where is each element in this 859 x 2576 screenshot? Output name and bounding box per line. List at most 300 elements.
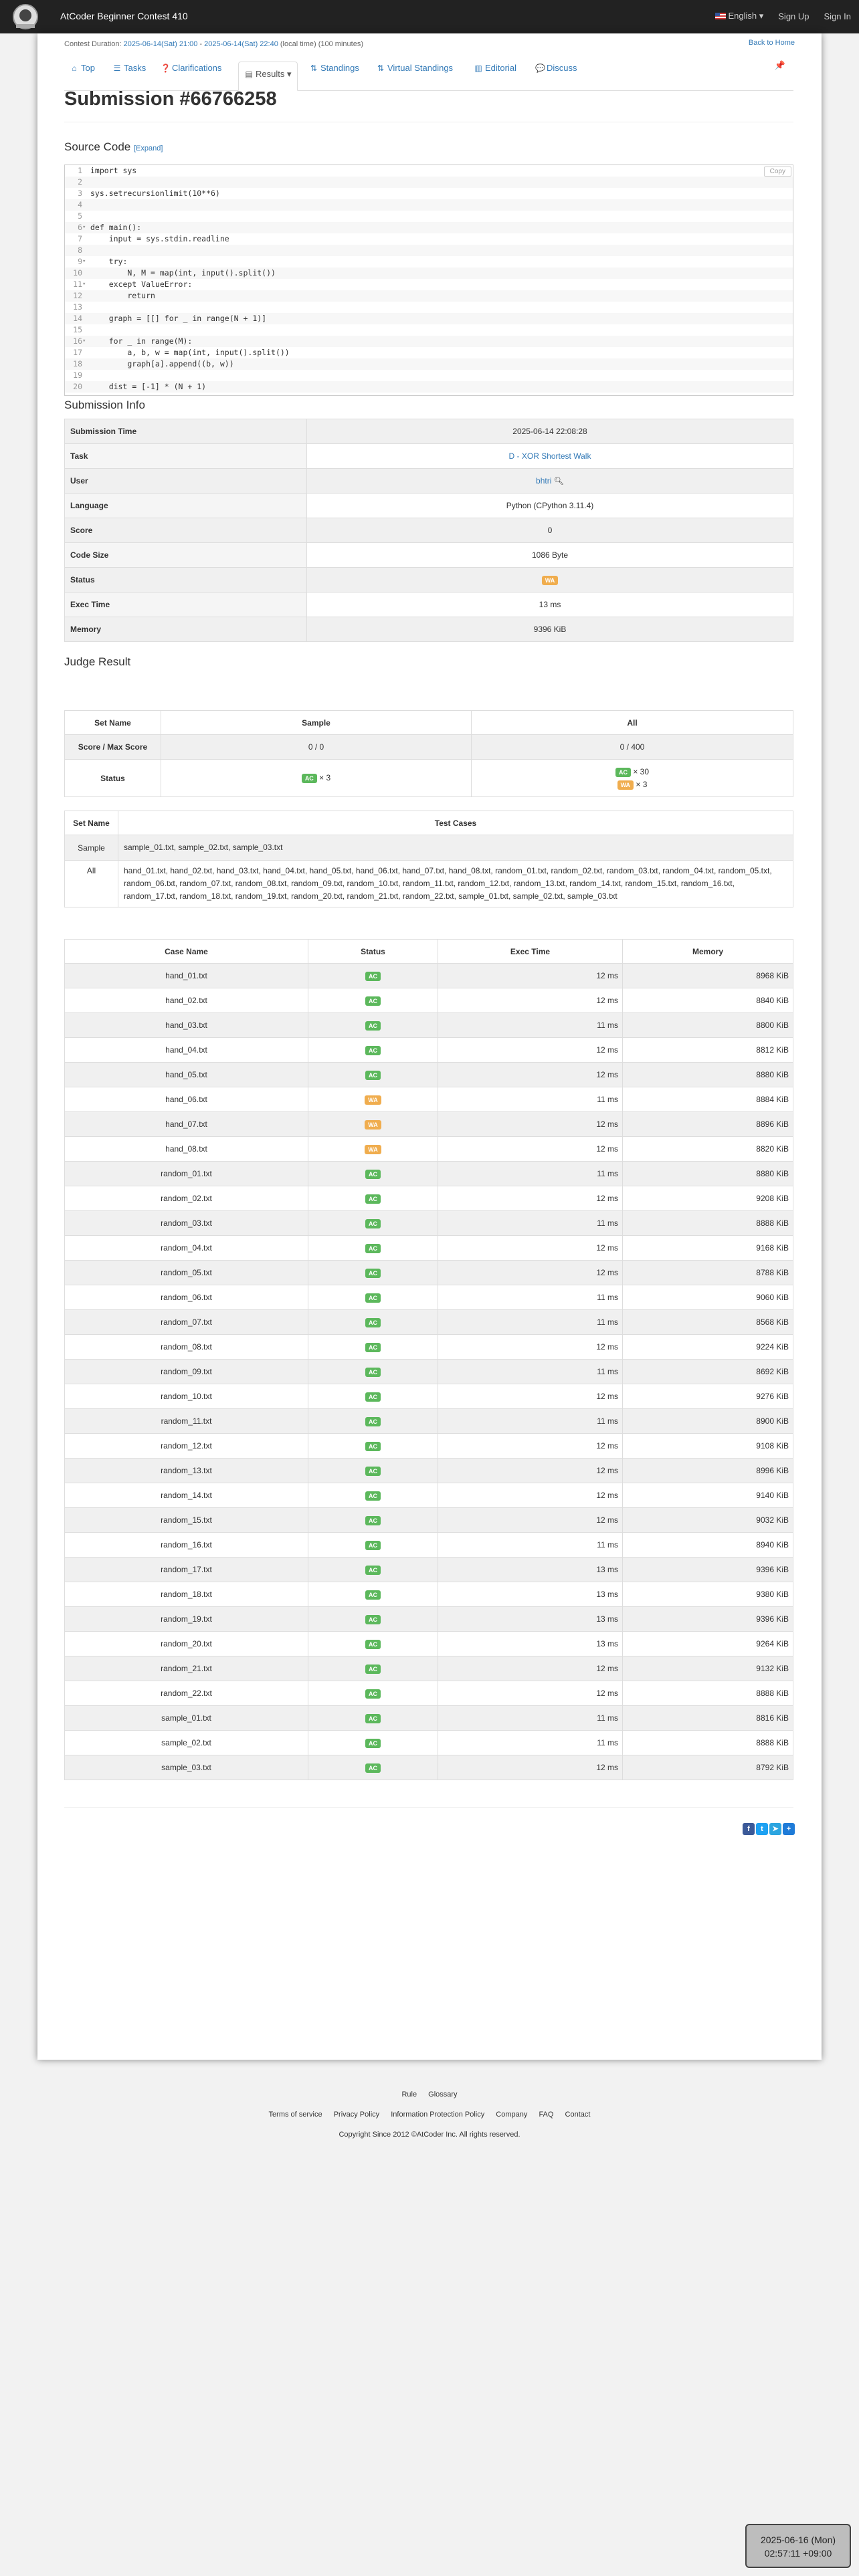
table-row [65,1013,793,1038]
comment-icon: 💬 [535,64,545,73]
top-navbar [0,0,859,33]
case-name: hand_07.txt [65,1112,308,1137]
tab-virtual-standings[interactable]: ⇅ Virtual Standings [376,56,453,80]
memory: 8940 KiB [623,1533,793,1558]
code-text: dist = [-1] * (N + 1) [90,382,207,391]
table-row [65,1038,793,1063]
memory: 8788 KiB [623,1261,793,1285]
code-line [65,279,793,290]
code-size-value: 1086 Byte [531,550,569,560]
table-row: Score / Max Score 0 / 0 0 / 400 [65,735,793,760]
case-name: random_18.txt [65,1582,308,1607]
case-name: random_15.txt [65,1508,308,1533]
copy-button[interactable]: Copy [764,167,791,177]
status-badge: WA [365,1120,381,1130]
case-name: hand_03.txt [65,1013,308,1038]
case-name: random_03.txt [65,1211,308,1236]
line-number: 6 [78,223,82,232]
status-badge: AC [365,972,381,981]
table-row: Exec Time 13 ms [65,593,793,617]
status-badge: WA [542,576,559,585]
table-row [65,1409,793,1434]
facebook-icon[interactable]: f [743,1823,755,1835]
fold-toggle-icon[interactable]: ▾ [82,338,86,344]
table-row [65,1384,793,1409]
code-line [65,381,793,393]
sort-icon: ⇅ [377,64,385,73]
status-badge: AC [365,1392,381,1402]
exec-time: 12 ms [438,1335,623,1360]
exec-time: 12 ms [438,1112,623,1137]
code-line [65,233,793,245]
exec-time: 12 ms [438,1483,623,1508]
language-value: Python (CPython 3.11.4) [506,501,594,510]
status-badge: AC [365,1368,381,1377]
line-number: 13 [73,302,82,312]
status-badge: AC [302,774,317,783]
user-link[interactable]: bhtri [536,476,552,486]
line-number: 10 [73,268,82,278]
memory: 8792 KiB [623,1755,793,1780]
uk-flag-icon [715,13,726,19]
code-text: N, M = map(int, input().split()) [90,268,276,278]
contest-end-link[interactable]: 2025-06-14(Sat) 22:40 [204,40,278,48]
table-row [65,1508,793,1533]
table-row: User bhtri 🔍︎ [65,469,793,494]
memory: 9396 KiB [623,1607,793,1632]
status-badge: AC [365,1467,381,1476]
tab-tasks[interactable]: ☰ Tasks [112,56,146,80]
status-badge: AC [365,1194,381,1204]
telegram-icon[interactable]: ➤ [769,1823,781,1835]
code-line [65,347,793,358]
table-row: Status AC × 3 AC × 30 WA × 3 [65,760,793,797]
contest-nav-tabs [64,53,793,91]
line-number: 9 [78,257,82,266]
memory: 9208 KiB [623,1186,793,1211]
status-badge: AC [365,996,381,1006]
fixed-clock: 2025-06-16 (Mon) 02:57:11 +09:00 [745,2524,851,2568]
case-name: random_09.txt [65,1360,308,1384]
judge-result-table: Set Name Sample All Score / Max Score 0 / 0 0 / 400 Status AC × 3 AC × 30 WA × 3 [64,710,793,797]
exec-time: 12 ms [438,1137,623,1162]
code-line [65,358,793,370]
fold-toggle-icon[interactable]: ▾ [82,258,86,265]
code-text: a, b, w = map(int, input().split()) [90,348,290,357]
code-text: sys.setrecursionlimit(10**6) [90,189,220,198]
status-badge: AC [365,1318,381,1327]
contest-duration: Contest Duration: 2025-06-14(Sat) 21:00 - 2025-06-14(Sat) 22:40 (local time) (100 minutes) [64,40,363,48]
memory: 8816 KiB [623,1706,793,1731]
exec-time: 12 ms [438,1508,623,1533]
exec-time: 12 ms [438,1656,623,1681]
footer-links-secondary [0,2111,859,2119]
memory: 8896 KiB [623,1112,793,1137]
line-number: 20 [73,382,82,391]
exec-time: 11 ms [438,1706,623,1731]
memory: 8880 KiB [623,1162,793,1186]
code-line [65,199,793,211]
status-badge: AC [365,1343,381,1352]
table-row [65,1582,793,1607]
exec-time: 11 ms [438,1285,623,1310]
table-row [65,1533,793,1558]
exec-time: 12 ms [438,988,623,1013]
code-text: def main(): [90,223,142,232]
tab-top[interactable]: ⌂ Top [70,56,95,80]
code-line [65,188,793,199]
code-text: return [90,291,155,300]
table-row [65,1310,793,1335]
contact-link[interactable]: Contact [565,2111,591,2119]
exec-time: 13 ms [438,1607,623,1632]
table-row [65,1558,793,1582]
table-row [65,1335,793,1360]
line-number: 15 [73,325,82,334]
test-cases-table: Case Name Status Exec Time Memory hand_01.txt AC 12 ms 8968 KiB hand_02.txt AC 12 ms 8840 KiB hand_03.txt AC 11 ms 8800 KiB hand_04.txt AC 12 ms 8812 KiB hand_05.txt AC 12 ms 8880 KiB hand_06.txt WA 11 ms 8884 KiB hand_07.txt WA 12 ms 8896 KiB hand_08.txt WA 12 ms 8820 KiB random_01.txt AC 11 ms 8880 KiB random_02.txt AC 12 ms 9208 KiB random_03.txt AC 11 ms 8888 KiB random_04.txt AC 12 ms 9168 KiB random_05.txt AC 12 ms 8788 KiB random_06.txt AC 11 ms 9060 KiB random_07.txt AC 11 ms 8568 KiB random_08.txt AC 12 ms 9224 KiB random_09.txt AC 11 ms 8692 KiB random_10.txt AC 12 ms 9276 KiB random_11.txt AC 11 ms 8900 KiB random_12.txt AC 12 ms 9108 KiB random_13.txt AC 12 ms 8996 KiB random_14.txt AC 12 ms 9140 KiB random_15.txt AC 12 ms 9032 KiB random_16.txt AC 11 ms 8940 KiB random_17.txt AC 13 ms 9396 KiB random_18.txt AC 13 ms 9380 KiB random_19.txt AC 13 ms 9396 KiB random_20.txt AC 13 ms 9264 KiB random_21.txt AC 12 ms 9132 KiB random_22.txt AC 12 ms 8888 KiB sample_01.txt AC 11 ms 8816 KiB sample_02.txt AC 11 ms 8888 KiB sample_03.txt AC 12 ms 8792 KiB [64,939,793,1780]
case-name: hand_06.txt [65,1087,308,1112]
table-row [65,1112,793,1137]
case-name: hand_04.txt [65,1038,308,1063]
memory: 8888 KiB [623,1681,793,1706]
case-name: random_14.txt [65,1483,308,1508]
main-container [37,33,822,2060]
exec-time: 12 ms [438,1434,623,1459]
home-icon: ⌂ [72,64,77,73]
case-name: random_02.txt [65,1186,308,1211]
sign-in-link[interactable]: Sign In [824,11,851,21]
page-title: Submission #66766258 [64,88,277,110]
code-text: graph = [[] for _ in range(N + 1)] [90,314,267,323]
code-line [65,245,793,256]
table-row [65,1755,793,1780]
case-name: random_22.txt [65,1681,308,1706]
line-number: 5 [78,211,82,221]
table-row [65,1162,793,1186]
exec-time: 12 ms [438,1755,623,1780]
test-sets-table: Set Name Test Cases Sample sample_01.txt, sample_02.txt, sample_03.txt All hand_01.txt, hand_02.txt, hand_03.txt, hand_04.txt, hand_05.txt, hand_06.txt, hand_07.txt, hand_08.txt, random_01.txt, random_02.txt, random_03.txt, random_04.txt, random_05.txt, random_06.txt, random_07.txt, random_08.txt, random_09.txt, random_10.txt, random_11.txt, random_12.txt, random_13.txt, random_14.txt, random_15.txt, random_16.txt, random_17.txt, random_18.txt, random_19.txt, random_20.txt, random_21.txt, random_22.txt, sample_01.txt, sample_02.txt, sample_03.txt [64,811,793,907]
exec-time: 11 ms [438,1409,623,1434]
memory: 8568 KiB [623,1310,793,1335]
table-row: Submission Time 2025-06-14 22:08:28 [65,419,793,444]
status-badge: AC [365,1590,381,1600]
memory: 8812 KiB [623,1038,793,1063]
line-number: 3 [78,189,82,198]
exec-time: 11 ms [438,1310,623,1335]
table-row [65,1731,793,1755]
status-badge: AC [365,1516,381,1525]
memory: 9140 KiB [623,1483,793,1508]
line-number: 16 [73,336,82,346]
code-line [65,222,793,233]
memory: 8996 KiB [623,1459,793,1483]
code-line [65,290,793,302]
exec-time: 12 ms [438,1681,623,1706]
memory: 9060 KiB [623,1285,793,1310]
case-name: sample_02.txt [65,1731,308,1755]
info-protection-link[interactable]: Information Protection Policy [391,2111,485,2119]
line-number: 17 [73,348,82,357]
status-badge: AC [365,1071,381,1080]
book-icon: ▥ [474,64,482,73]
case-name: random_08.txt [65,1335,308,1360]
source-code-heading: Source Code [Expand] [64,140,163,153]
fold-toggle-icon[interactable]: ▾ [82,281,86,288]
table-row [65,1186,793,1211]
status-badge: AC [365,1170,381,1179]
divider [64,1807,793,1808]
case-name: random_11.txt [65,1409,308,1434]
case-name: random_06.txt [65,1285,308,1310]
sign-up-link[interactable]: Sign Up [778,11,809,21]
code-line [65,211,793,222]
table-row: Sample sample_01.txt, sample_02.txt, sample_03.txt [65,835,793,861]
code-text: input = sys.stdin.readline [90,234,229,243]
plus-icon[interactable]: + [783,1823,795,1835]
memory: 8900 KiB [623,1409,793,1434]
exec-time: 12 ms [438,1186,623,1211]
case-name: hand_01.txt [65,964,308,988]
atcoder-logo[interactable] [7,3,44,31]
code-line [65,324,793,336]
status-badge: AC [365,1763,381,1773]
case-name: hand_05.txt [65,1063,308,1087]
code-line [65,165,793,177]
memory: 9396 KiB [623,1558,793,1582]
table-row: Code Size 1086 Byte [65,543,793,568]
company-link[interactable]: Company [496,2111,528,2119]
table-row: Status WA [65,568,793,593]
case-name: sample_01.txt [65,1706,308,1731]
status-badge: AC [365,1640,381,1649]
memory: 8888 KiB [623,1731,793,1755]
status-badge: AC [365,1046,381,1055]
line-number: 19 [73,370,82,380]
table-row: Memory 9396 KiB [65,617,793,642]
memory: 9380 KiB [623,1582,793,1607]
status-badge: AC [365,1541,381,1550]
status-badge: AC [365,1566,381,1575]
case-name: random_19.txt [65,1607,308,1632]
case-name: sample_03.txt [65,1755,308,1780]
table-row [65,1483,793,1508]
table-row [65,1261,793,1285]
privacy-link[interactable]: Privacy Policy [333,2111,380,2119]
status-badge: AC [365,1293,381,1303]
case-name: random_10.txt [65,1384,308,1409]
judge-result-heading: Judge Result [64,655,131,668]
exec-time: 11 ms [438,1013,623,1038]
status-badge: AC [615,768,631,777]
exec-time: 11 ms [438,1162,623,1186]
search-icon[interactable]: 🔍︎ [553,476,564,486]
case-name: random_04.txt [65,1236,308,1261]
sort-icon: ⇅ [310,64,318,73]
memory: 9264 KiB [623,1632,793,1656]
code-text: graph[a].append((b, w)) [90,359,234,368]
memory: 9224 KiB [623,1335,793,1360]
table-row [65,1632,793,1656]
contest-start-link[interactable]: 2025-06-14(Sat) 21:00 [123,40,198,48]
exec-time: 13 ms [438,1582,623,1607]
code-line [65,370,793,381]
table-row: Language Python (CPython 3.11.4) [65,494,793,518]
line-number: 11 [73,280,82,289]
table-row [65,1459,793,1483]
table-row: Score 0 [65,518,793,543]
submission-info-heading: Submission Info [64,399,145,411]
code-line [65,302,793,313]
table-row: All hand_01.txt, hand_02.txt, hand_03.txt, hand_04.txt, hand_05.txt, hand_06.txt, hand_07.txt, hand_08.txt, random_01.txt, random_02.txt, random_03.txt, random_04.txt, random_05.txt, random_06.txt, random_07.txt, random_08.txt, random_09.txt, random_10.txt, random_11.txt, random_12.txt, random_13.txt, random_14.txt, random_15.txt, random_16.txt, random_17.txt, random_18.txt, random_19.txt, random_20.txt, random_21.txt, random_22.txt, sample_01.txt, sample_02.txt, sample_03.txt [65,861,793,907]
code-text: import sys [90,166,137,175]
memory: 9032 KiB [623,1508,793,1533]
status-badge: WA [365,1095,381,1105]
table-row [65,1681,793,1706]
exec-time: 13 ms [438,1632,623,1656]
exec-time: 12 ms [438,1261,623,1285]
score-value: 0 [547,526,553,535]
status-badge: AC [365,1689,381,1699]
back-to-home-link[interactable]: Back to Home [748,39,795,47]
code-line [65,267,793,279]
exec-time: 12 ms [438,1063,623,1087]
list-icon: ☰ [113,64,121,73]
memory: 8968 KiB [623,964,793,988]
case-name: random_13.txt [65,1459,308,1483]
line-number: 8 [78,245,82,255]
exec-time: 11 ms [438,1731,623,1755]
table-row [65,1063,793,1087]
table-row [65,1211,793,1236]
table-row [65,1607,793,1632]
status-badge: WA [617,780,634,790]
case-name: random_01.txt [65,1162,308,1186]
status-badge: AC [365,1442,381,1451]
status-badge: AC [365,1021,381,1031]
task-link[interactable]: D - XOR Shortest Walk [508,451,591,461]
status-badge: AC [365,1739,381,1748]
tab-editorial[interactable]: ▥ Editorial [474,56,516,80]
case-name: random_20.txt [65,1632,308,1656]
glossary-link[interactable]: Glossary [428,2090,458,2099]
line-number: 1 [78,166,82,175]
code-text: except ValueError: [90,280,193,289]
memory: 9132 KiB [623,1656,793,1681]
line-number: 12 [73,291,82,300]
exec-time: 12 ms [438,1236,623,1261]
code-text: try: [90,257,128,266]
exec-time: 11 ms [438,1533,623,1558]
table-row [65,1285,793,1310]
table-row [65,1137,793,1162]
expand-link[interactable]: [Expand] [133,144,163,152]
memory: 9108 KiB [623,1434,793,1459]
tab-standings[interactable]: ⇅ Standings [309,56,359,80]
line-number: 14 [73,314,82,323]
line-number: 7 [78,234,82,243]
exec-time: 11 ms [438,1360,623,1384]
status-badge: AC [365,1219,381,1228]
faq-link[interactable]: FAQ [539,2111,554,2119]
memory-value: 9396 KiB [533,625,567,634]
memory: 8800 KiB [623,1013,793,1038]
status-badge: AC [365,1665,381,1674]
table-row [65,964,793,988]
exec-time: 11 ms [438,1087,623,1112]
rule-link[interactable]: Rule [401,2090,417,2099]
table-row [65,1434,793,1459]
copyright: Copyright Since 2012 ©AtCoder Inc. All rights reserved. [339,2131,520,2139]
fold-toggle-icon[interactable]: ▾ [82,224,86,231]
table-row [65,1087,793,1112]
exec-time: 12 ms [438,1459,623,1483]
status-badge: AC [365,1714,381,1723]
case-name: random_21.txt [65,1656,308,1681]
memory: 8880 KiB [623,1063,793,1087]
terms-link[interactable]: Terms of service [268,2111,322,2119]
memory: 9168 KiB [623,1236,793,1261]
table-row: Task D - XOR Shortest Walk [65,444,793,469]
exec-time: 12 ms [438,1038,623,1063]
case-name: hand_02.txt [65,988,308,1013]
table-row [65,988,793,1013]
code-text: for _ in range(M): [90,336,193,346]
source-code-block[interactable] [64,165,793,396]
twitter-icon[interactable]: t [756,1823,768,1835]
memory: 8840 KiB [623,988,793,1013]
memory: 8888 KiB [623,1211,793,1236]
memory: 8884 KiB [623,1087,793,1112]
case-name: random_12.txt [65,1434,308,1459]
table-row [65,1360,793,1384]
table-row [65,1706,793,1731]
question-icon: ❓ [161,64,171,73]
tab-results[interactable]: ▤ Results ▾ [238,62,298,91]
line-number: 18 [73,359,82,368]
tab-discuss[interactable]: 💬 Discuss [535,56,577,80]
case-name: hand_08.txt [65,1137,308,1162]
language-selector[interactable]: English ▾ [715,11,763,21]
status-badge: AC [365,1244,381,1253]
status-badge: AC [365,1269,381,1278]
table-icon: ▤ [245,70,253,79]
submission-time: 2025-06-14 22:08:28 [512,427,587,436]
line-number: 4 [78,200,82,209]
status-badge: AC [365,1417,381,1426]
footer-links-primary [0,2090,859,2099]
memory: 8692 KiB [623,1360,793,1384]
case-name: random_05.txt [65,1261,308,1285]
contest-title-link[interactable]: AtCoder Beginner Contest 410 [60,11,188,21]
status-badge: WA [365,1145,381,1154]
table-row [65,1656,793,1681]
tab-clarifications[interactable]: ❓ Clarifications [161,56,221,80]
code-line [65,177,793,188]
case-name: random_16.txt [65,1533,308,1558]
memory: 9276 KiB [623,1384,793,1409]
code-line [65,336,793,347]
table-row [65,1236,793,1261]
exec-time: 11 ms [438,1211,623,1236]
status-badge: AC [365,1491,381,1501]
exec-time: 13 ms [438,1558,623,1582]
case-name: random_07.txt [65,1310,308,1335]
pin-icon[interactable]: 📌 [774,60,785,70]
code-line [65,313,793,324]
case-name: random_17.txt [65,1558,308,1582]
exec-time: 12 ms [438,964,623,988]
submission-info-table [64,419,793,642]
